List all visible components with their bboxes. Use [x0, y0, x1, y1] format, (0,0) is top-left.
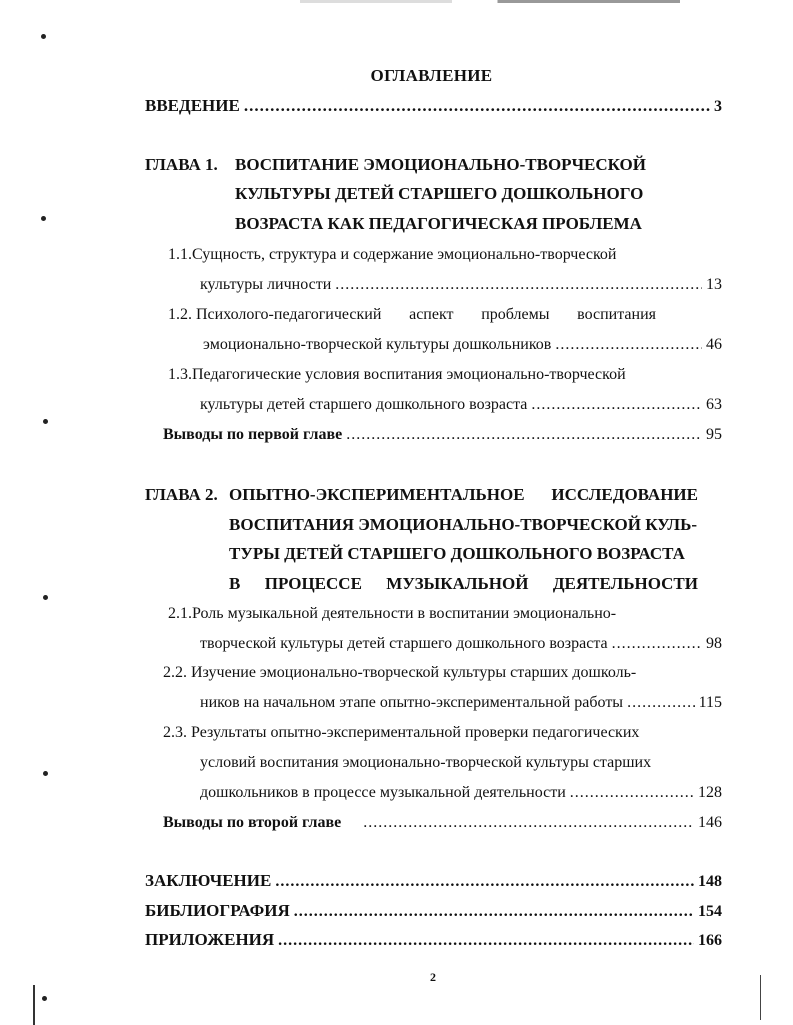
section-2-3-line: условий воспитания эмоционально-творческой культуры старших — [200, 754, 652, 771]
scan-margin-line — [33, 985, 35, 1025]
toc-entry-section-2-3 — [200, 784, 722, 802]
chapter-1-title-line: КУЛЬТУРЫ ДЕТЕЙ СТАРШЕГО ДОШКОЛЬНОГО — [235, 184, 644, 203]
chapter-1-title-line: ВОСПИТАНИЕ ЭМОЦИОНАЛЬНО-ТВОРЧЕСКОЙ — [235, 155, 647, 174]
word: 1.2. Психолого-педагогический — [168, 306, 382, 323]
toc-entry-chapter-1-conclusion — [163, 426, 722, 444]
chapter-2-title-line: ВОСПИТАНИЯ ЭМОЦИОНАЛЬНО-ТВОРЧЕСКОЙ КУЛЬ- — [229, 515, 697, 534]
entry-label: ПРИЛОЖЕНИЯ — [145, 930, 275, 949]
toc-entry-introduction — [145, 96, 722, 116]
scan-speck — [41, 216, 46, 221]
entry-label: БИБЛИОГРАФИЯ — [145, 901, 290, 920]
entry-label: эмоционально-творческой культуры дошкольников — [203, 336, 552, 353]
toc-entry-section-1-3 — [200, 396, 722, 414]
toc-entry-section-2-1 — [200, 635, 722, 653]
word: МУЗЫКАЛЬНОЙ — [386, 574, 529, 593]
toc-title: ОГЛАВЛЕНИЕ — [370, 66, 493, 85]
toc-entry-appendices — [145, 930, 722, 950]
scan-speck — [43, 771, 48, 776]
entry-label: ЗАКЛЮЧЕНИЕ — [145, 871, 272, 890]
scan-right-noise — [760, 975, 761, 1020]
entry-label: ВВЕДЕНИЕ — [145, 96, 240, 115]
entry-page: 98 — [706, 635, 722, 652]
scan-speck — [43, 419, 48, 424]
section-1-2-line — [168, 306, 656, 324]
chapter-1-prefix: ГЛАВА 1. — [145, 155, 218, 174]
entry-label: творческой культуры детей старшего дошкольного возраста — [200, 635, 608, 652]
word: проблемы — [481, 306, 550, 323]
entry-page: 128 — [698, 784, 722, 801]
chapter-1-title-line: ВОЗРАСТА КАК ПЕДАГОГИЧЕСКАЯ ПРОБЛЕМА — [235, 214, 642, 233]
word: аспект — [409, 306, 454, 323]
entry-page: 13 — [706, 276, 722, 293]
entry-page: 146 — [698, 814, 722, 831]
toc-entry-bibliography — [145, 901, 722, 921]
leader-dots — [627, 694, 695, 712]
word: ИССЛЕДОВАНИЕ — [551, 485, 698, 504]
word: ОПЫТНО-ЭКСПЕРИМЕНТАЛЬНОЕ — [229, 485, 525, 504]
toc-entry-chapter-2-conclusion — [163, 814, 722, 832]
entry-label: ников на начальном этапе опытно-экспериментальной работы — [200, 694, 624, 711]
leader-dots — [244, 96, 710, 116]
entry-page: 3 — [714, 98, 722, 115]
section-2-1-line: 2.1.Роль музыкальной деятельности в воспитании эмоционально- — [168, 605, 617, 622]
word: В — [229, 574, 241, 593]
entry-page: 46 — [706, 336, 722, 353]
word: воспитания — [577, 306, 656, 323]
toc-entry-section-2-2 — [200, 694, 722, 712]
entry-page: 148 — [698, 873, 722, 890]
chapter-2-title-line: ТУРЫ ДЕТЕЙ СТАРШЕГО ДОШКОЛЬНОГО ВОЗРАСТА — [229, 544, 685, 563]
leader-dots — [346, 426, 702, 444]
leader-dots — [612, 635, 702, 653]
page-number: 2 — [430, 970, 436, 984]
toc-entry-section-1-2 — [203, 336, 722, 354]
entry-page: 154 — [698, 903, 722, 920]
scan-speck — [42, 996, 47, 1001]
entry-label: культуры личности — [200, 276, 332, 293]
section-1-1-line: 1.1.Сущность, структура и содержание эмоционально-творческой — [168, 246, 617, 263]
toc-entry-conclusion — [145, 871, 722, 891]
entry-label: Выводы по второй главе — [163, 814, 342, 831]
entry-page: 115 — [698, 694, 722, 711]
entry-label: Выводы по первой главе — [163, 426, 343, 443]
leader-dots — [363, 814, 694, 832]
leader-dots — [555, 336, 702, 354]
entry-page: 95 — [706, 426, 722, 443]
scan-speck — [43, 595, 48, 600]
leader-dots — [294, 903, 694, 921]
leader-dots — [570, 784, 694, 802]
scan-speck — [41, 34, 46, 39]
entry-label: дошкольников в процессе музыкальной деятельности — [200, 784, 566, 801]
entry-label: культуры детей старшего дошкольного возраста — [200, 396, 528, 413]
section-2-2-line: 2.2. Изучение эмоционально-творческой культуры старших дошколь- — [163, 664, 637, 681]
leader-dots — [531, 396, 702, 414]
section-2-3-line: 2.3. Результаты опытно-экспериментальной проверки педагогических — [163, 724, 640, 741]
leader-dots — [335, 276, 702, 294]
toc-entry-section-1-1 — [200, 276, 722, 294]
leader-dots — [278, 932, 694, 950]
word: ПРОЦЕССЕ — [264, 574, 362, 593]
chapter-2-title-line — [229, 485, 698, 505]
leader-dots — [275, 873, 694, 891]
chapter-2-prefix: ГЛАВА 2. — [145, 485, 218, 504]
entry-page: 166 — [698, 932, 722, 949]
word: ДЕЯТЕЛЬНОСТИ — [552, 574, 698, 593]
section-1-3-line: 1.3.Педагогические условия воспитания эмоционально-творческой — [168, 366, 626, 383]
scan-top-edge — [300, 0, 680, 3]
chapter-2-title-line — [229, 574, 698, 594]
entry-page: 63 — [706, 396, 722, 413]
